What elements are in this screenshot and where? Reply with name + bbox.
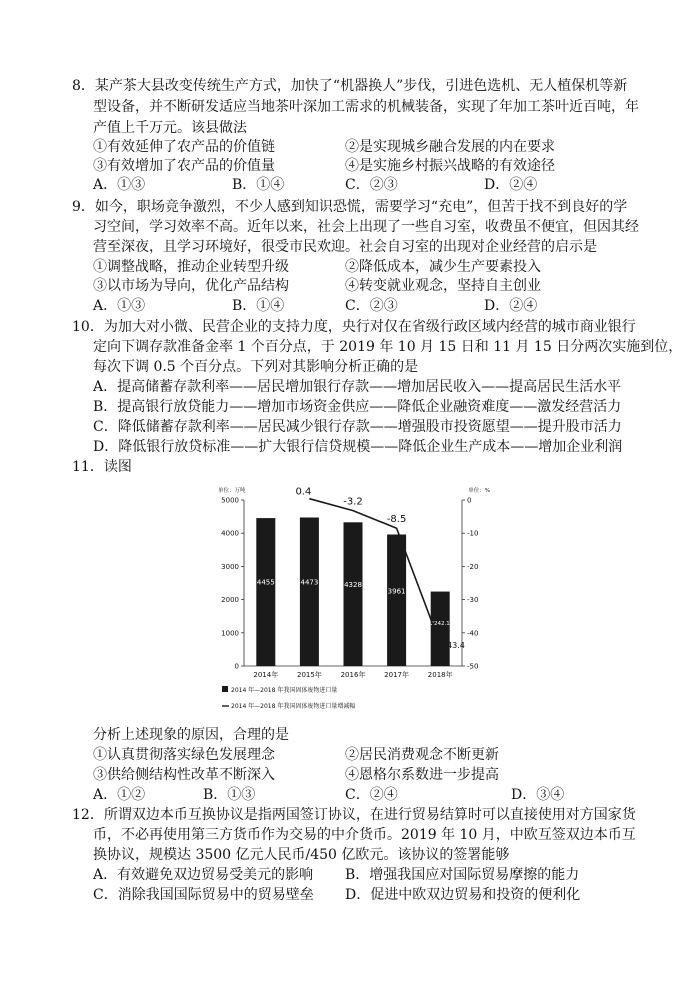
q10-choice-a: A．提高储蓄存款利率——居民增加银行存款——增加居民收入——提高居民生活水平 — [93, 379, 622, 395]
right-tick-label: -50 — [467, 662, 479, 671]
q11-option-2: ②居民消费观念不断更新 — [345, 747, 499, 763]
left-tick-label: 1000 — [221, 629, 239, 638]
left-tick-label: 5000 — [221, 496, 239, 505]
bar-value-label: 4455 — [256, 578, 275, 587]
q8-line-3: 产值上千万元。该县做法 — [93, 120, 247, 136]
q9-option-3: ③以市场为导向，优化产品结构 — [93, 278, 289, 294]
q9-line-3: 营至深夜，且学习环境好，很受市民欢迎。社会自习室的出现对企业经营的启示是 — [93, 239, 597, 255]
q10-choice-d: D．降低银行放贷标准——扩大银行信贷规模——降低企业生产成本——增加企业利润 — [93, 439, 623, 455]
left-tick-label: 3000 — [221, 562, 239, 571]
growth-line — [309, 496, 440, 644]
q9-choice-b: B．①④ — [232, 298, 285, 314]
bar-value-label: 4473 — [300, 578, 319, 587]
line-value-label: -3.2 — [343, 496, 363, 508]
left-axis-unit: 单位：万吨 — [218, 488, 246, 494]
q11-option-4: ④恩格尔系数进一步提高 — [345, 767, 499, 783]
right-tick-label: -20 — [467, 562, 479, 571]
q9-option-1: ①调整战略，推动企业转型升级 — [93, 259, 289, 275]
q12-line-3: 换协议，规模达 3500 亿元人民币/450 亿欧元。该协议的签署能够 — [93, 847, 510, 863]
x-tick-label: 2018年 — [427, 671, 453, 679]
q11-choice-b: B．①③ — [203, 787, 256, 803]
q11-question: 分析上述现象的原因，合理的是 — [93, 727, 289, 743]
x-tick-label: 2015年 — [296, 671, 322, 679]
right-axis-unit: 单位：% — [468, 488, 490, 494]
right-tick-label: 0 — [467, 496, 472, 505]
q9-option-2: ②降低成本，减少生产要素投入 — [345, 259, 541, 275]
q8-option-2: ②是实现城乡融合发展的内在要求 — [345, 139, 555, 155]
line-value-label: 0.4 — [295, 486, 312, 498]
legend-line-label: 2014 年—2018 年我国固体废物进口量增减幅 — [231, 703, 356, 710]
q9-choice-c: C．②③ — [345, 298, 398, 314]
q10-choice-b: B．提高银行放贷能力——增加市场资金供应——降低企业融资难度——激发经营活力 — [93, 399, 622, 415]
q10-line-1: 10．为加大对小微、民营企业的支持力度，央行对仅在省级行政区域内经营的城市商业银行 — [72, 319, 636, 335]
q9-choice-a: A．①③ — [93, 298, 146, 314]
bar-2016年 — [344, 522, 363, 666]
bar-value-label: 3961 — [387, 587, 406, 596]
q8-choice-b: B．①④ — [232, 177, 285, 193]
q11-option-1: ①认真贯彻落实绿色发展理念 — [93, 747, 275, 763]
q11-choice-d: D．③④ — [511, 787, 565, 803]
left-tick-label: 4000 — [221, 529, 239, 538]
q8-choice-d: D．②④ — [484, 177, 538, 193]
x-tick-label: 2017年 — [384, 671, 410, 679]
q10-choice-c: C．降低储蓄存款利率——居民减少银行存款——增强股市投资愿望——提升股市活力 — [93, 419, 622, 435]
q9-option-4: ④转变就业观念，坚持自主创业 — [345, 278, 541, 294]
right-tick-label: -10 — [467, 529, 479, 538]
q9-line-1: 9．如今，职场竞争激烈，不少人感到知识恐慌，需要学习“充电”，但苦于找不到良好的学 — [72, 199, 628, 215]
bar-2015年 — [300, 517, 319, 666]
q9-choice-d: D．②④ — [484, 298, 538, 314]
bar-2014年 — [256, 518, 275, 666]
q8-line-1: 8．某产茶大县改变传统生产方式，加快了“机器换人”步伐，引进色选机、无人植保机等新 — [72, 78, 628, 94]
q12-line-1: 12．所谓双边本币互换协议是指两国签订协议，在进行贸易结算时可以直接使用对方国家货 — [72, 807, 636, 823]
legend-bar-swatch — [222, 686, 228, 692]
bar-2018年 — [431, 592, 450, 666]
q10-line-3: 每次下调 0.5 个百分点。下列对其影响分析正确的是 — [93, 359, 419, 375]
left-tick-label: 2000 — [221, 596, 239, 605]
q12-choice-c: C．消除我国国际贸易中的贸易壁垒 — [93, 887, 314, 903]
q11-title: 11．读图 — [72, 459, 132, 475]
q11-choice-c: C．②④ — [345, 787, 398, 803]
x-tick-label: 2016年 — [340, 671, 366, 679]
q8-choice-c: C．②③ — [345, 177, 398, 193]
bar-2017年 — [387, 534, 406, 666]
q12-line-2: 币，不必再使用第三方货币作为交易的中介货币。2019 年 10 月，中欧互签双边本币互 — [93, 827, 636, 843]
q9-line-2: 习空间，学习效率不高。近年以来，社会上出现了一些自习室，收费虽不便宜，但因其经 — [93, 219, 639, 235]
q8-choice-a: A．①③ — [93, 177, 146, 193]
q8-option-3: ③有效增加了农产品的价值量 — [93, 158, 275, 174]
right-tick-label: -40 — [467, 629, 479, 638]
q8-option-4: ④是实施乡村振兴战略的有效途径 — [345, 158, 555, 174]
x-tick-label: 2014年 — [253, 671, 279, 679]
line-value-label: -8.5 — [386, 514, 407, 526]
q8-option-1: ①有效延伸了农产品的价值链 — [93, 139, 275, 155]
bar-value-label: 4328 — [344, 580, 362, 589]
right-tick-label: -30 — [467, 596, 479, 605]
line-value-label: -43.4 — [444, 641, 465, 651]
left-tick-label: 0 — [234, 662, 239, 671]
q11-choice-a: A．①② — [93, 787, 146, 803]
bar-value-label: 2242.1 — [430, 621, 450, 628]
q12-choice-b: B．增强我国应对国际贸易摩擦的能力 — [345, 867, 580, 883]
q12-choice-d: D．促进中欧双边贸易和投资的便利化 — [345, 887, 581, 903]
legend-bar-label: 2014 年—2018 年我国固体废物进口量 — [231, 687, 338, 694]
q11-option-3: ③供给侧结构性改革不断深入 — [93, 767, 275, 783]
q10-line-2: 定向下调存款准备金率 1 个百分点，于 2019 年 10 月 15 日和 11 月 15 日分两次实施到位， — [93, 339, 683, 355]
q12-choice-a: A．有效避免双边贸易受美元的影响 — [93, 867, 314, 883]
import-volume-chart — [212, 482, 492, 714]
q8-line-2: 型设备，并不断研发适应当地茶叶深加工需求的机械装备，实现了年加工茶叶近百吨，年 — [93, 99, 639, 115]
